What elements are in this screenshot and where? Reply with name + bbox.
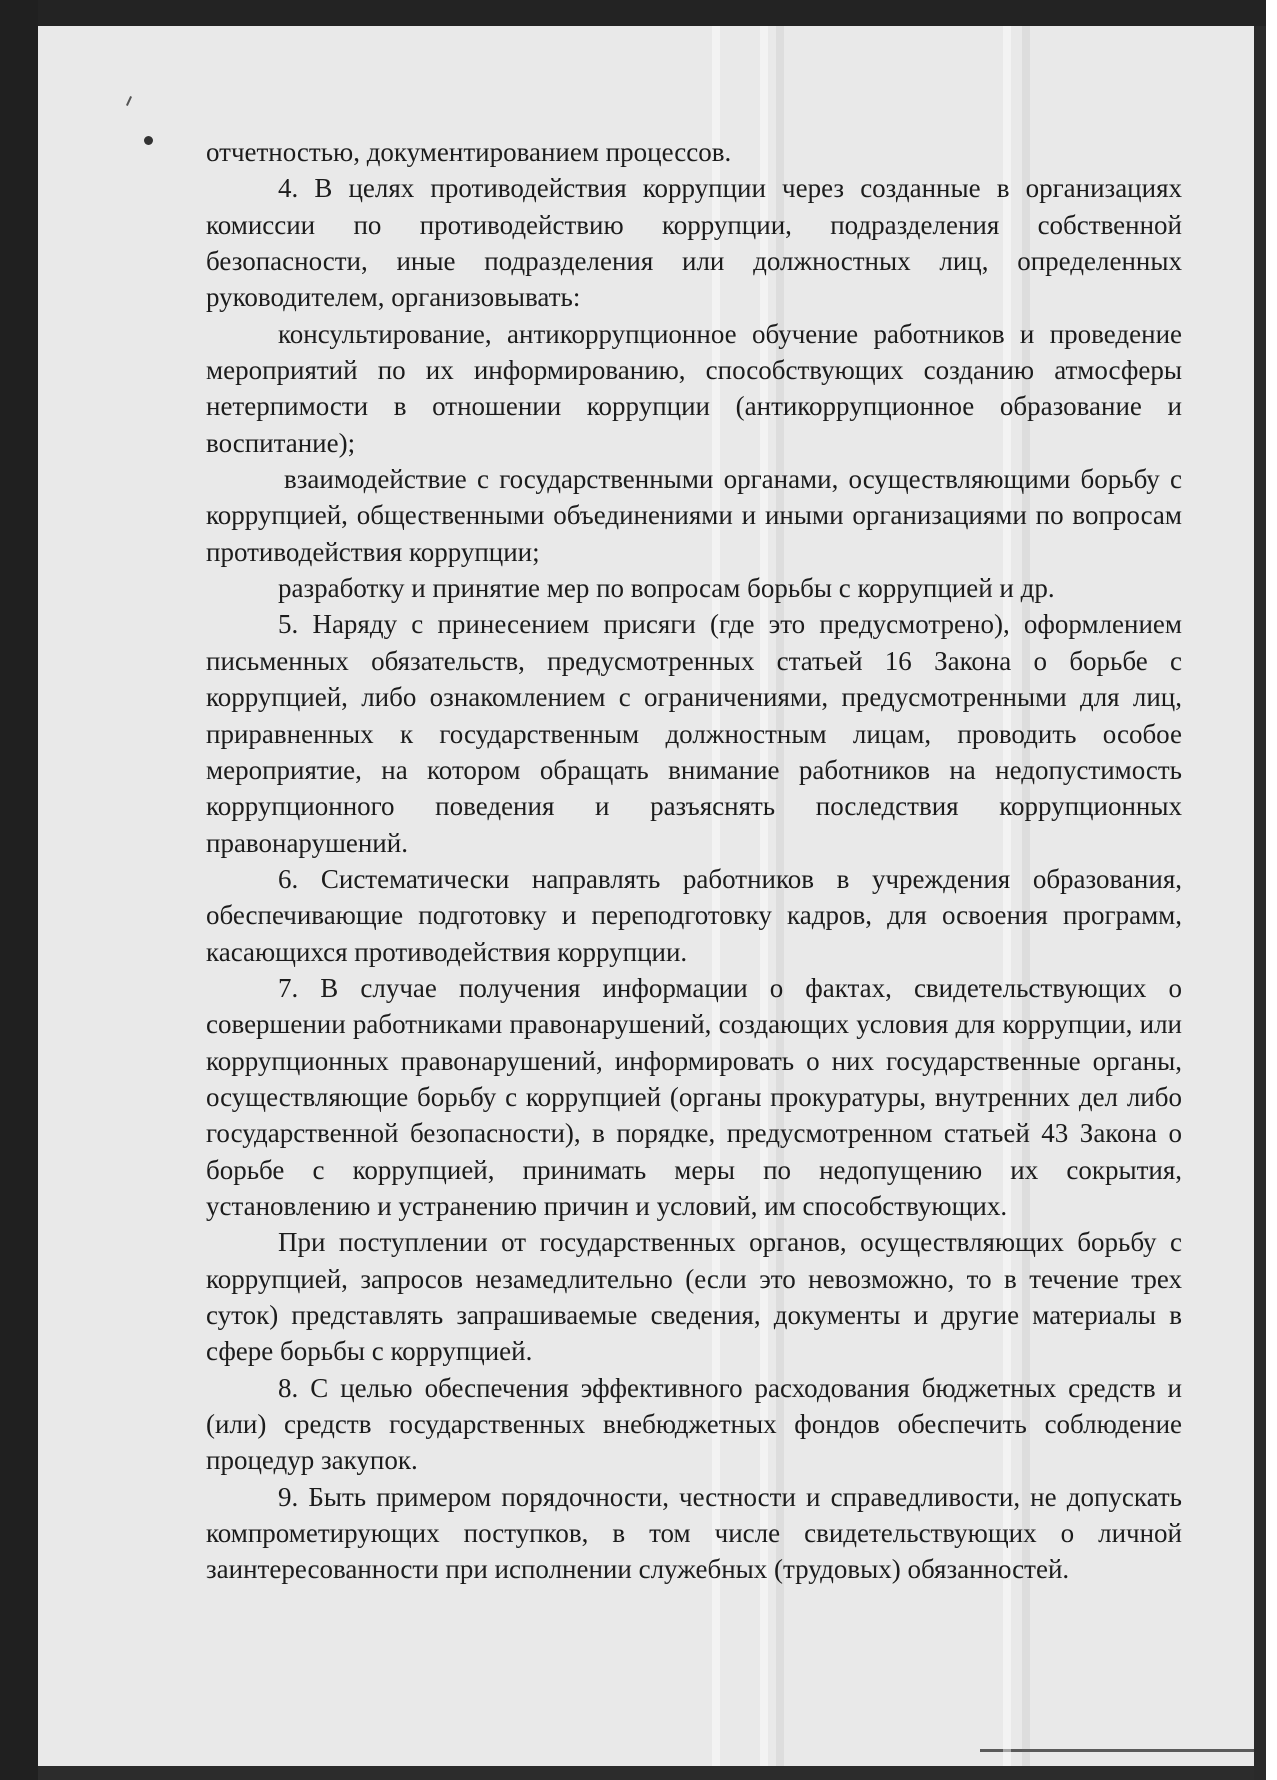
paragraph: 4. В целях противодействия коррупции через созданные в организациях комиссии по противодействию коррупции, подразделения собственной безопасности, иные подразделения или должностных лиц, определенных руководителем, организовывать:: [206, 173, 1182, 313]
scan-border-left: [0, 0, 38, 1780]
paragraph: 5. Наряду с принесением присяги (где это предусмотрено), оформлением письменных обязательств, предусмотренных статьей 16 Закона о борьбе с коррупцией, либо ознакомлением с ограничениями, предусмотренными для лиц, приравненных к государственным должностным лицам, проводить особое мероприятие, на котором обращать внимание работников на недопустимость коррупционного поведения и разъяснять последствия коррупционных правонарушений.: [206, 609, 1182, 858]
scan-edge-right: [1254, 26, 1266, 1780]
paragraph: разработку и принятие мер по вопросам борьбы с коррупцией и др.: [278, 573, 1055, 604]
paragraph: 8. С целью обеспечения эффективного расходования бюджетных средств и (или) средств государственных внебюджетных фондов обеспечить соблюдение процедур закупок.: [206, 1372, 1182, 1476]
paragraph: 6. Систематически направлять работников в учреждения образования, обеспечивающие подготовку и переподготовку кадров, для освоения программ, касающихся противодействия коррупции.: [206, 863, 1182, 967]
scan-speck: [126, 96, 132, 106]
scan-border-top: [38, 0, 1277, 26]
paragraph: При поступлении от государственных органов, осуществляющих борьбу с коррупцией, запросов незамедлительно (если это невозможно, то в течение трех суток) представлять запрашиваемые сведения, документы и другие материалы в сфере борьбы с коррупцией.: [206, 1227, 1182, 1367]
bullet-mark: [144, 136, 153, 145]
paragraph: 7. В случае получения информации о фактах, свидетельствующих о совершении работниками правонарушений, создающих условия для коррупции, или коррупционных правонарушений, информировать о них государственные органы, осуществляющие борьбу с коррупцией (органы прокуратуры, внутренних дел либо государственной безопасности), в порядке, предусмотренном статьей 43 Закона о борьбе с коррупцией, принимать меры по недопущению их сокрытия, установлению и устранению причин и условий, им способствующих.: [206, 972, 1182, 1221]
paragraph: консультирование, антикоррупционное обучение работников и проведение мероприятий по их информированию, способствующих созданию атмосферы нетерпимости в отношении коррупции (антикоррупционное образование и воспитание);: [206, 318, 1182, 458]
paragraph: отчетностью, документированием процессов.: [206, 137, 732, 167]
paragraph: взаимодействие с государственными органами, осуществляющими борьбу с коррупцией, общественными объединениями и иными организациями по вопросам противодействия коррупции;: [206, 464, 1182, 567]
document-body: [206, 134, 1182, 1588]
scan-border-right: [1266, 0, 1277, 1780]
paragraph: 9. Быть примером порядочности, честности и справедливости, не допускать компрометирующих поступков, в том числе свидетельствующих о личной заинтересованности при исполнении служебных (трудовых) обязанностей.: [206, 1481, 1182, 1585]
scan-border-bottom: [38, 1766, 1254, 1780]
